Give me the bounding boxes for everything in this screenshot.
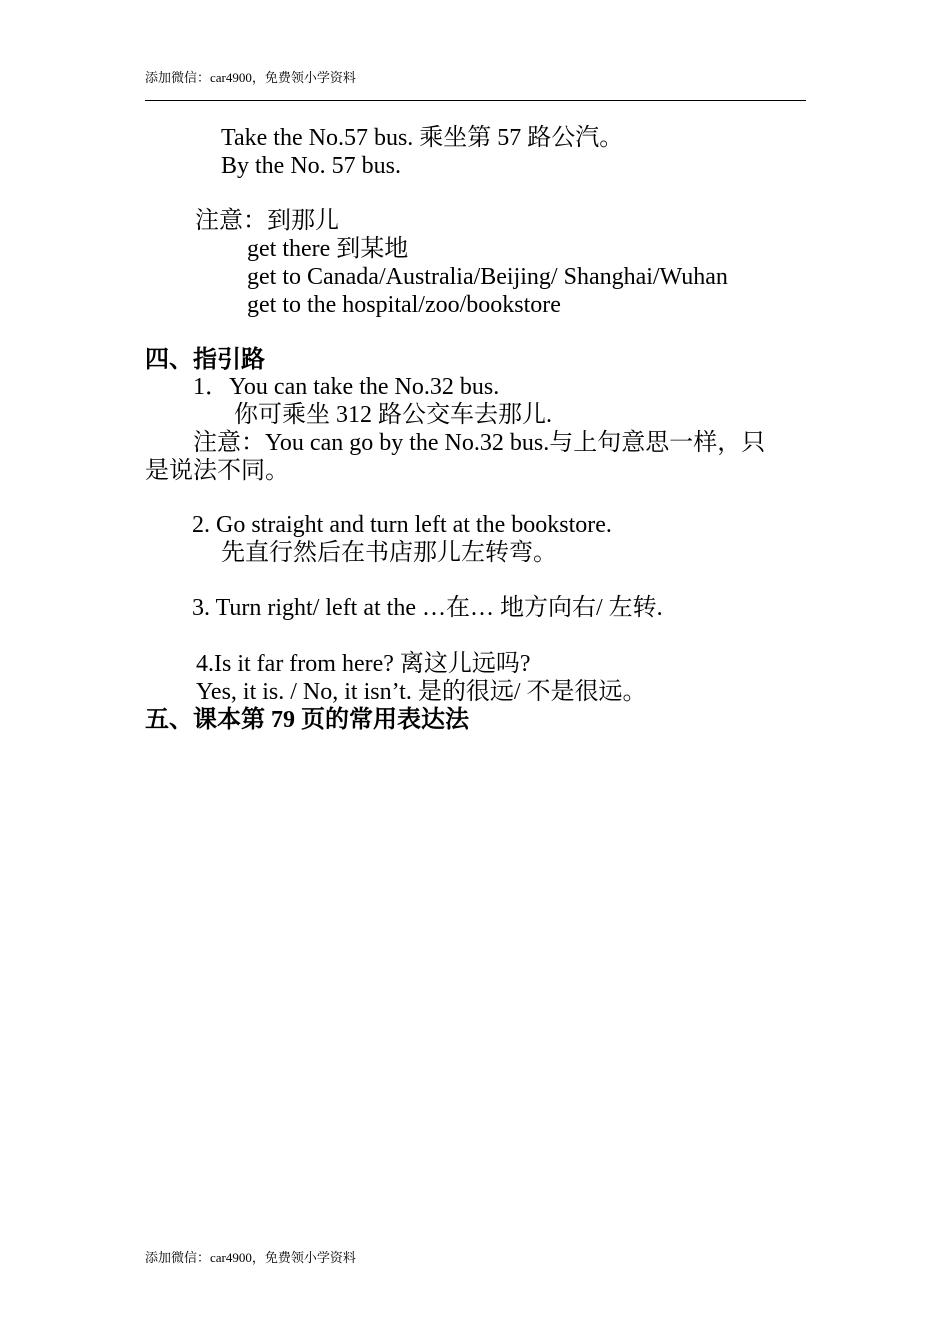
text-line: 3. Turn right/ left at the …在… 地方向右/ 左转.	[192, 595, 663, 621]
header-rule	[145, 100, 806, 101]
section-heading: 五、课本第 79 页的常用表达法	[145, 707, 469, 733]
text-line: get to the hospital/zoo/bookstore	[247, 292, 561, 318]
text-line: 先直行然后在书店那儿左转弯。	[221, 540, 557, 566]
text-line: Yes, it is. / No, it isn’t. 是的很远/ 不是很远。	[196, 679, 647, 705]
note-line: 注意：到那儿	[195, 208, 339, 234]
page-header: 添加微信：car4900，免费领小学资料	[145, 70, 356, 85]
section-heading: 四、指引路	[145, 347, 265, 373]
text-line: Take the No.57 bus. 乘坐第 57 路公汽。	[221, 125, 624, 151]
page-footer: 添加微信：car4900，免费领小学资料	[145, 1250, 356, 1265]
text-line: 你可乘坐 312 路公交车去那儿.	[234, 402, 552, 428]
text-line: 2. Go straight and turn left at the bookstore.	[192, 512, 612, 538]
text-line: 1．You can take the No.32 bus.	[193, 374, 500, 400]
text-line: 4.Is it far from here? 离这儿远吗?	[196, 651, 531, 677]
note-line: 是说法不同。	[145, 458, 289, 484]
text-line: get to Canada/Australia/Beijing/ Shanghai/Wuhan	[247, 264, 728, 290]
note-line: 注意：You can go by the No.32 bus.与上句意思一样，只	[193, 430, 766, 456]
text-line: By the No. 57 bus.	[221, 153, 401, 179]
text-line: get there 到某地	[247, 236, 409, 262]
